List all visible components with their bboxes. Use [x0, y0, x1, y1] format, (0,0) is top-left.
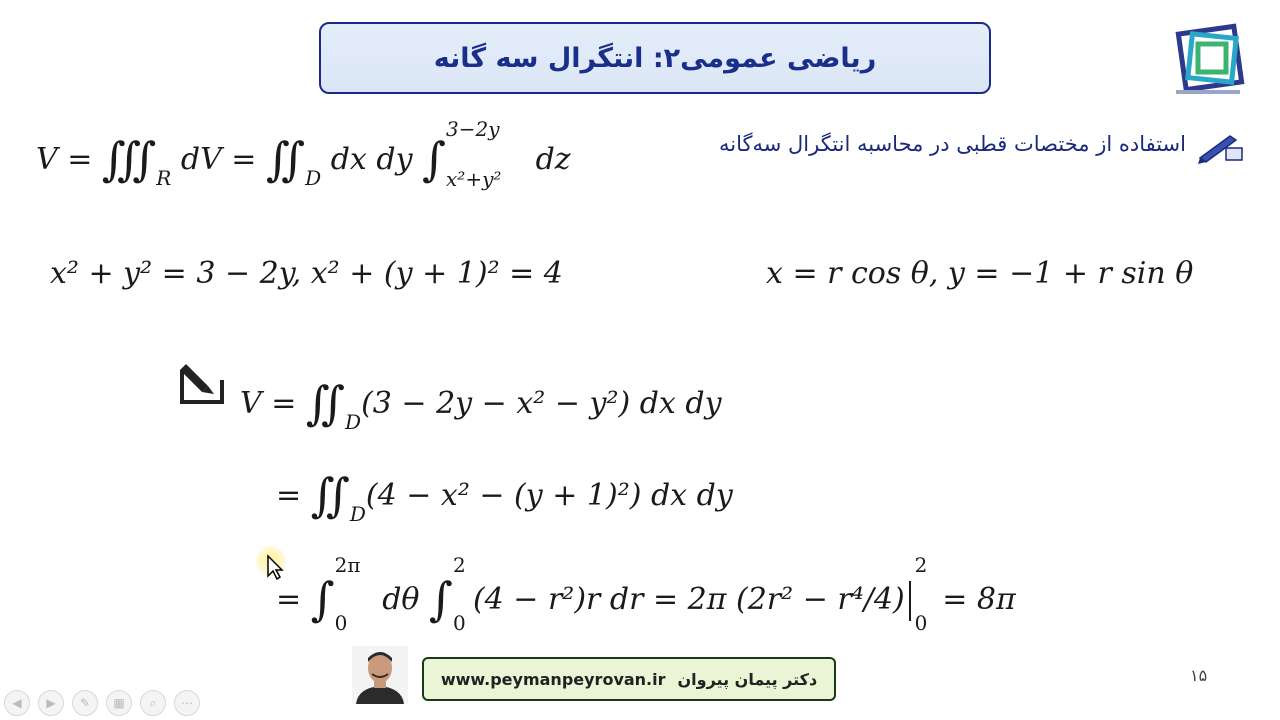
mouse-pointer-icon: [266, 554, 284, 580]
volume-step-1: $V = ∬_D(3 - 2y - x^2 - y^2)$ dx dy: [240, 376, 722, 434]
edit-note-icon: [178, 360, 226, 406]
slide-subtitle: استفاده از مختصات قطبی در محاسبه انتگرال سه‌گانه: [718, 132, 1186, 156]
footer-banner: [422, 657, 836, 701]
volume-step-2: = $∬_D(4 - x^2 - (y + 1)^2)$ dx dy: [276, 468, 733, 526]
website-link[interactable]: www.peymanpeyrovan.ir: [440, 669, 666, 689]
next-slide-icon[interactable]: ▶: [38, 690, 64, 716]
previous-slide-icon[interactable]: ◀: [4, 690, 30, 716]
presenter-avatar: [352, 646, 408, 704]
polar-substitution: x = r cos θ, y = −1 + r sin θ: [766, 256, 1194, 291]
boundary-equation: x² + y² = 3 − 2y, x² + (y + 1)² = 4: [50, 256, 563, 291]
pen-tool-icon[interactable]: ✎: [72, 690, 98, 716]
volume-step-3-polar: = ∫ 2π 0 dθ ∫ 2 0 (4 − r²)r dr = 2π (2r² − r⁴/4) 2 0 = 8π: [276, 553, 1016, 635]
zoom-icon[interactable]: ⌕: [140, 690, 166, 716]
page-number: ۱۵: [1190, 666, 1208, 685]
presentation-toolbar: [4, 690, 200, 716]
pen-writing-icon: [1196, 130, 1244, 164]
author-name: دکتر پیمان پیروان: [677, 669, 818, 689]
brand-logo-icon: [1168, 20, 1248, 104]
more-options-icon[interactable]: ⋯: [174, 690, 200, 716]
volume-setup-equation: $V = ∭_R$ dV = $∬_D$ dx dy ∫ 3−2y x²+y² dz: [36, 117, 571, 191]
slide-title-box: [319, 22, 991, 94]
slide-grid-icon[interactable]: ▦: [106, 690, 132, 716]
slide-title: ریاضی عمومی۲: انتگرال سه گانه: [433, 42, 877, 74]
